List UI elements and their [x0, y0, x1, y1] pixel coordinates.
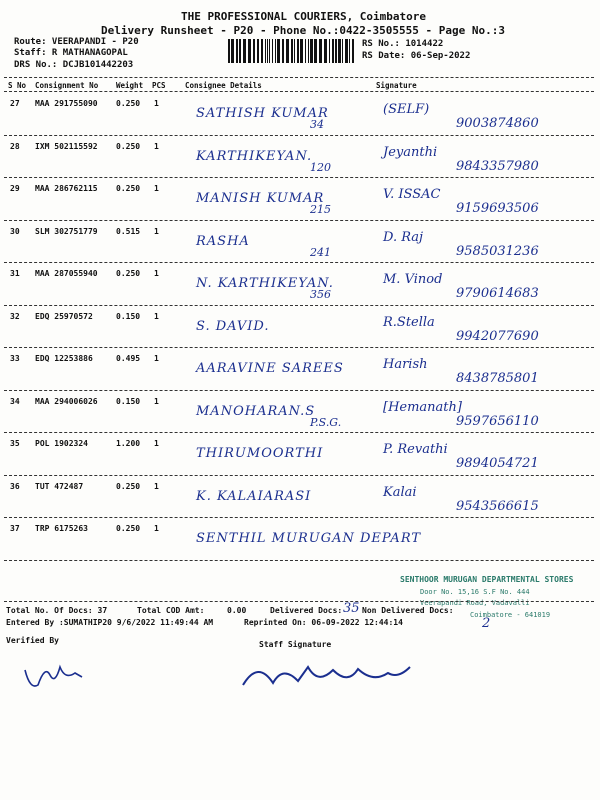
- row-door-number: 215: [310, 203, 331, 216]
- row-consignee: MANISH KUMAR: [196, 191, 325, 206]
- row-consignment: POL 1902324: [35, 439, 88, 448]
- row-pcs: 1: [154, 354, 159, 363]
- row-weight: 0.515: [116, 226, 141, 236]
- row-weight: 0.495: [116, 354, 141, 363]
- row-door-number: 34: [310, 118, 324, 131]
- row-consignment: MAA 286762115: [35, 184, 98, 193]
- row-consignment: MAA 294006026: [35, 396, 98, 406]
- row-consignee: AARAVINE SAREES: [196, 361, 344, 376]
- col-consignment: Consignment No: [35, 81, 99, 90]
- row-consignee: S. DAVID.: [196, 318, 270, 334]
- rs-number: RS No.: 1014422: [362, 39, 444, 49]
- row-sno: 30: [10, 226, 20, 236]
- delivered-value: 35: [343, 601, 360, 616]
- row-divider: [4, 347, 594, 348]
- stamp-line-4: Coimbatore - 641019: [470, 611, 551, 619]
- row-consignment: MAA 287055940: [35, 269, 98, 278]
- header-divider-bottom: [4, 91, 594, 92]
- row-signature: Kalai: [383, 484, 417, 500]
- row-pcs: 1: [154, 226, 159, 236]
- row-phone: 9894054721: [456, 456, 539, 471]
- row-divider: [4, 560, 594, 561]
- stamp-line-2: Door No. 15,16 S.F No. 444: [420, 588, 530, 596]
- row-consignee: MANOHARAN.S: [196, 403, 316, 419]
- col-weight: Weight: [116, 81, 144, 90]
- row-pcs: 1: [154, 269, 159, 278]
- row-signature: P. Revathi: [383, 442, 448, 457]
- stamp-line-3: Veerapandi Road, Vadavalli: [420, 599, 530, 607]
- non-delivered-label: Non Delivered Docs:: [362, 606, 454, 615]
- row-signature: [Hemanath]: [383, 399, 462, 415]
- row-divider: [4, 220, 594, 221]
- row-sno: 36: [10, 481, 20, 491]
- verified-by-label: Verified By: [6, 636, 59, 645]
- row-sno: 34: [10, 396, 20, 406]
- row-weight: 0.250: [116, 99, 141, 108]
- col-consignee: Consignee Details: [185, 81, 262, 90]
- row-consignment: MAA 291755090: [35, 99, 98, 108]
- row-sno: 31: [10, 269, 20, 278]
- company-title: THE PROFESSIONAL COURIERS, Coimbatore: [181, 10, 427, 23]
- row-consignment: SLM 302751779: [35, 226, 98, 236]
- col-pcs: PCS: [152, 81, 166, 90]
- row-consignment: EDQ 12253886: [35, 354, 93, 363]
- row-weight: 0.150: [116, 396, 141, 406]
- staff-signature: [238, 655, 418, 697]
- row-weight: 0.250: [116, 481, 141, 491]
- delivered-label: Delivered Docs:: [270, 606, 343, 615]
- row-phone: 9003874860: [456, 116, 539, 131]
- row-pcs: 1: [154, 439, 159, 448]
- row-sno: 28: [10, 141, 20, 151]
- drs-number: DRS No.: DCJB101442203: [14, 60, 134, 70]
- non-delivered-value: 2: [482, 616, 491, 631]
- reprinted-on: Reprinted On: 06-09-2022 12:44:14: [244, 618, 403, 627]
- row-sno: 29: [10, 184, 20, 193]
- row-divider: [4, 135, 594, 136]
- row-door-number: 120: [310, 160, 331, 174]
- row-phone: 8438785801: [456, 371, 539, 386]
- row-pcs: 1: [154, 311, 159, 321]
- row-consignee: SATHISH KUMAR: [196, 106, 329, 121]
- total-docs: Total No. Of Docs: 37: [6, 606, 108, 615]
- row-phone: 9942077690: [456, 328, 539, 344]
- col-sno: S No: [8, 81, 27, 90]
- row-weight: 0.250: [116, 524, 141, 533]
- row-consignment: EDQ 25970572: [35, 311, 93, 321]
- row-consignment: IXM 502115592: [35, 141, 98, 151]
- row-phone: 9843357980: [456, 158, 539, 174]
- total-cod-value: 0.00: [227, 606, 247, 615]
- row-sno: 33: [10, 354, 20, 363]
- row-pcs: 1: [154, 524, 159, 533]
- row-signature: Jeyanthi: [383, 144, 438, 160]
- row-signature: M. Vinod: [383, 272, 443, 287]
- row-weight: 1.200: [116, 439, 141, 448]
- row-sno: 32: [10, 311, 20, 321]
- stamp-line-1: SENTHOOR MURUGAN DEPARTMENTAL STORES: [400, 575, 574, 584]
- total-cod-label: Total COD Amt:: [137, 606, 205, 615]
- row-consignee: RASHA: [196, 233, 250, 249]
- col-signature: Signature: [376, 81, 417, 90]
- row-sno: 37: [10, 524, 20, 533]
- row-pcs: 1: [154, 184, 159, 193]
- row-consignee: THIRUMOORTHI: [196, 446, 324, 461]
- row-signature: (SELF): [383, 102, 430, 117]
- row-phone: 9585031236: [456, 243, 539, 259]
- row-door-number: 356: [310, 288, 331, 301]
- row-phone: 9790614683: [456, 286, 539, 301]
- row-pcs: 1: [154, 99, 159, 108]
- row-signature: D. Raj: [383, 229, 424, 245]
- rs-date: RS Date: 06-Sep-2022: [362, 51, 471, 61]
- row-divider: [4, 517, 594, 518]
- row-weight: 0.250: [116, 141, 141, 151]
- row-pcs: 1: [154, 141, 159, 151]
- verified-signature: [20, 655, 90, 695]
- row-sno: 27: [10, 99, 20, 108]
- header-divider-top: [4, 77, 594, 78]
- row-phone: 9159693506: [456, 201, 539, 216]
- row-phone: 9597656110: [456, 413, 539, 429]
- row-consignment: TUT 472487: [35, 481, 84, 491]
- entered-by: Entered By :SUMATHIP20 9/6/2022 11:49:44 AM: [6, 618, 214, 627]
- row-phone: 9543566615: [456, 498, 539, 514]
- row-door-number: 241: [310, 245, 331, 259]
- row-divider: [4, 262, 594, 263]
- row-signature: V. ISSAC: [383, 187, 441, 202]
- row-consignee: KARTHIKEYAN.: [196, 148, 313, 164]
- row-divider: [4, 177, 594, 178]
- row-signature: Harish: [383, 357, 428, 372]
- row-signature: R.Stella: [383, 314, 435, 330]
- row-pcs: 1: [154, 396, 159, 406]
- row-consignee: SENTHIL MURUGAN DEPART: [196, 531, 422, 546]
- row-sno: 35: [10, 439, 20, 448]
- footer-divider: [4, 601, 594, 602]
- row-consignee: N. KARTHIKEYAN.: [196, 276, 334, 291]
- route-label: Route: VEERAPANDI - P20: [14, 37, 139, 47]
- row-weight: 0.250: [116, 269, 141, 278]
- row-divider: [4, 432, 594, 433]
- row-pcs: 1: [154, 481, 159, 491]
- row-divider: [4, 305, 594, 306]
- row-weight: 0.150: [116, 311, 141, 321]
- barcode: [228, 39, 356, 63]
- row-door-number: P.S.G.: [310, 415, 342, 429]
- runsheet-title: Delivery Runsheet - P20 - Phone No.:0422-3505555 - Page No.:3: [101, 24, 505, 37]
- row-consignee: K. KALAIARASI: [196, 488, 312, 504]
- row-divider: [4, 475, 594, 476]
- staff-label: Staff: R MATHANAGOPAL: [14, 48, 128, 58]
- row-weight: 0.250: [116, 184, 141, 193]
- row-consignment: TRP 6175263: [35, 524, 88, 533]
- staff-signature-label: Staff Signature: [259, 640, 332, 649]
- row-divider: [4, 390, 594, 391]
